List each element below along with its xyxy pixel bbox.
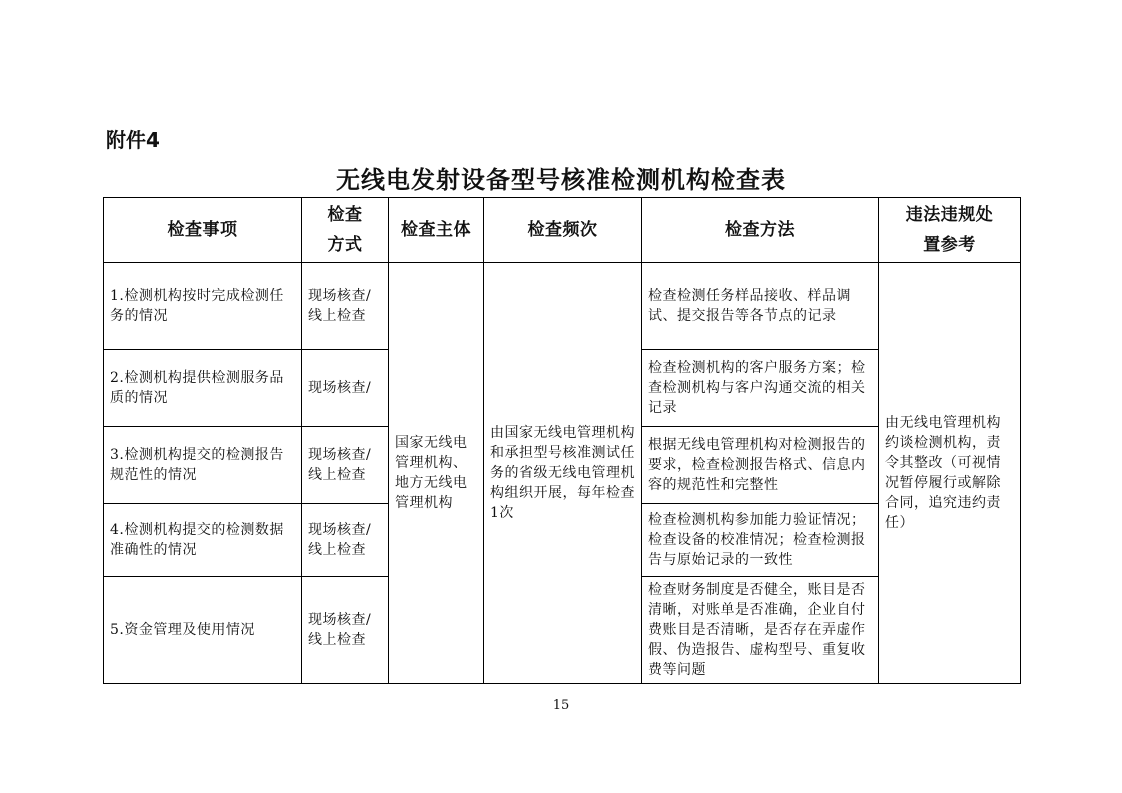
row-method: 根据无线电管理机构对检测报告的要求，检查检测报告格式、信息内容的规范性和完整性 — [642, 427, 879, 504]
row-item: 3.检测机构提交的检测报告规范性的情况 — [104, 427, 302, 504]
row-method-type: 现场核查/线上检查 — [302, 427, 389, 504]
row-method-type: 现场核查/线上检查 — [302, 504, 389, 577]
row-item: 5.资金管理及使用情况 — [104, 577, 302, 684]
frequency-cell: 由国家无线电管理机构和承担型号核准测试任务的省级无线电管理机构组织开展，每年检查1次 — [484, 263, 642, 684]
inspection-table — [103, 197, 1021, 684]
row-method-type: 现场核查/ — [302, 350, 389, 427]
header-violation: 违法违规处置参考 — [879, 198, 1021, 263]
violation-cell: 由无线电管理机构约谈检测机构，责令其整改（可视情况暂停履行或解除合同，追究违约责任） — [879, 263, 1021, 684]
row-item: 4.检测机构提交的检测数据准确性的情况 — [104, 504, 302, 577]
row-method-type: 现场核查/线上检查 — [302, 577, 389, 684]
header-method-type: 检查方式 — [302, 198, 389, 263]
row-method: 检查检测任务样品接收、样品调试、提交报告等各节点的记录 — [642, 263, 879, 350]
row-method: 检查财务制度是否健全，账目是否清晰，对账单是否准确，企业自付费账目是否清晰，是否存在弄虚作假、伪造报告、虚构型号、重复收费等问题 — [642, 577, 879, 684]
header-frequency: 检查频次 — [484, 198, 642, 263]
row-method: 检查检测机构参加能力验证情况；检查设备的校准情况；检查检测报告与原始记录的一致性 — [642, 504, 879, 577]
row-item: 2.检测机构提供检测服务品质的情况 — [104, 350, 302, 427]
row-item: 1.检测机构按时完成检测任务的情况 — [104, 263, 302, 350]
header-method: 检查方法 — [642, 198, 879, 263]
row-method-type: 现场核查/线上检查 — [302, 263, 389, 350]
document-title: 无线电发射设备型号核准检测机构检查表 — [336, 166, 786, 194]
row-method: 检查检测机构的客户服务方案；检查检测机构与客户沟通交流的相关记录 — [642, 350, 879, 427]
subject-cell: 国家无线电管理机构、地方无线电管理机构 — [389, 263, 484, 684]
table-header-row — [104, 198, 1021, 263]
page-number: 15 — [552, 698, 570, 713]
attachment-label: 附件4 — [106, 128, 160, 152]
table-row — [104, 263, 1021, 350]
header-item: 检查事项 — [104, 198, 302, 263]
header-subject: 检查主体 — [389, 198, 484, 263]
